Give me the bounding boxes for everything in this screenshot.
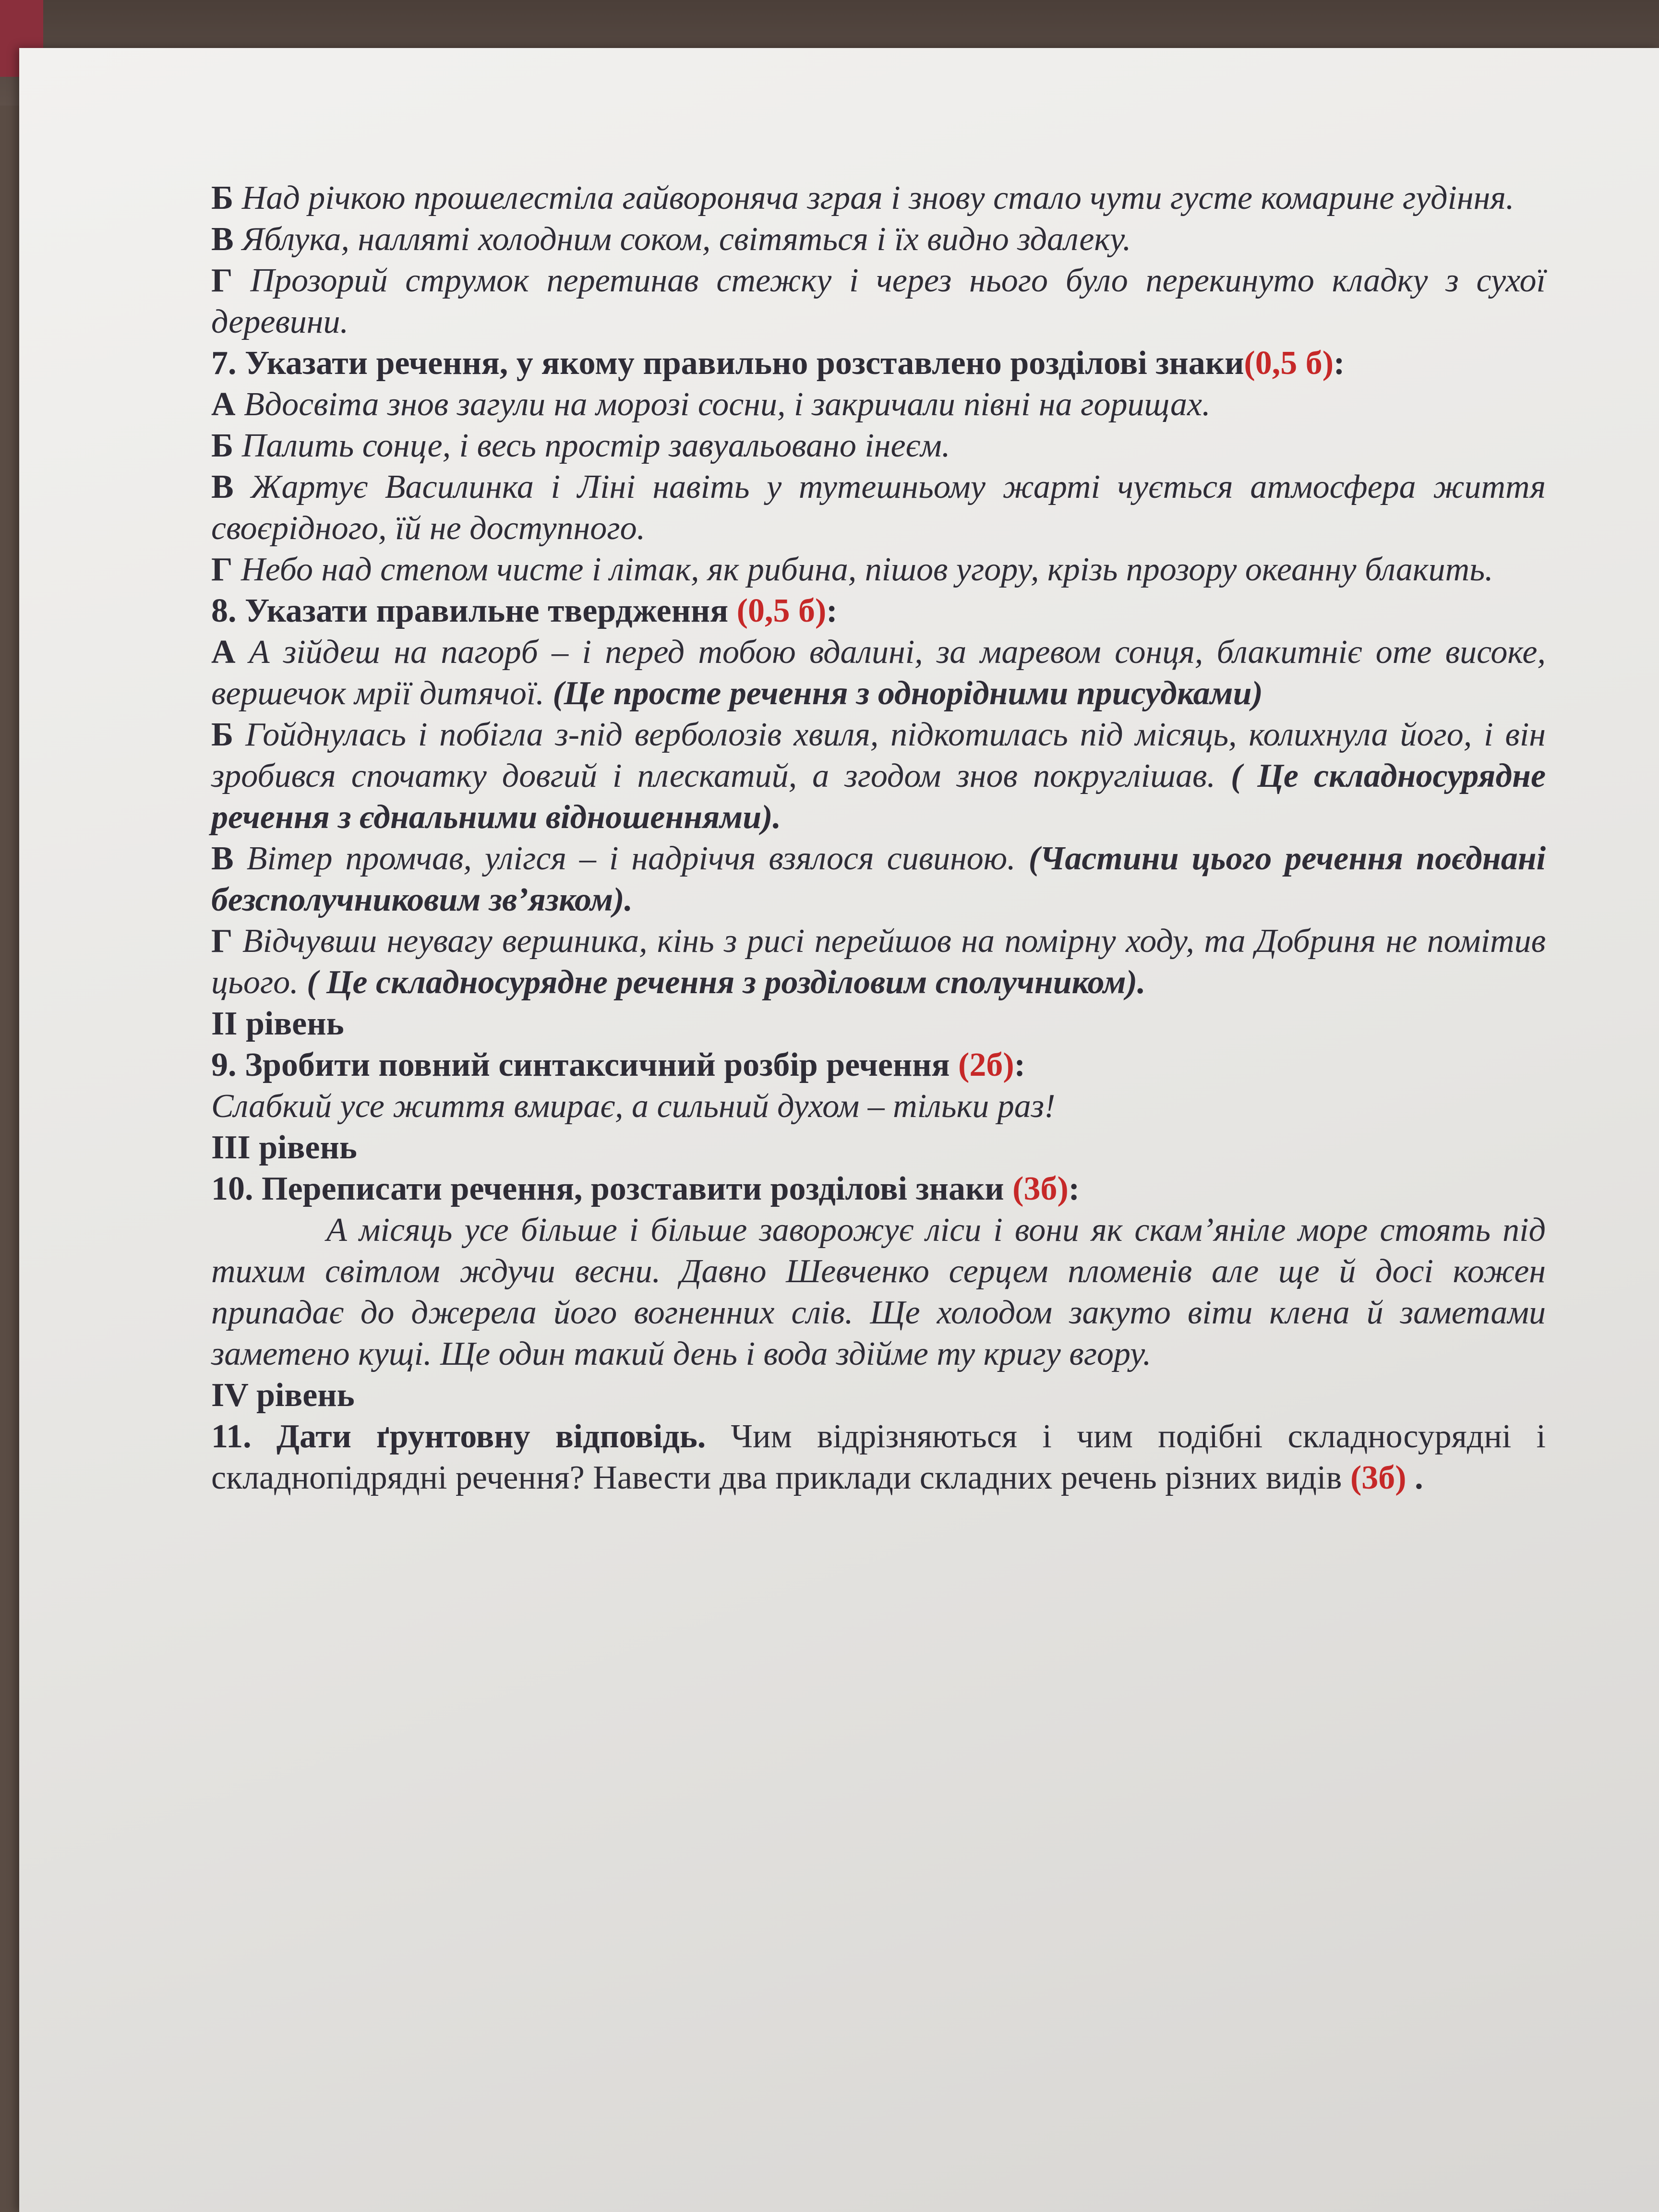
q9-title: 9. Зробити повний синтаксичний розбір речення [211, 1046, 950, 1083]
q11-text: Чим відрізняються і чим подібні складносурядні і складнопідрядні речення? Навести два приклади складних речень різних видів [211, 1418, 1546, 1496]
option-letter: Б [211, 180, 234, 216]
option-text: Палить сонце, і весь простір завуальовано інеєм. [241, 427, 950, 464]
option-text: Відчувши неувагу вершника, кінь з рисі перейшов на помірну ходу, та Добриня не помітив цього. [211, 923, 1546, 1001]
option-letter: В [211, 221, 234, 258]
option-letter: А [211, 634, 236, 671]
q11-points: (3б) [1350, 1459, 1407, 1496]
q8-option-h [211, 921, 1546, 1003]
option-text: Вітер промчав, улігся – і надріччя взялося сивиною. [246, 840, 1016, 877]
option-letter: Б [211, 427, 234, 464]
q8-title: 8. Указати правильне твердження [211, 592, 729, 629]
q8-option-a [211, 632, 1546, 714]
worksheet-content [211, 178, 1546, 1499]
option-note: (Частини цього речення поєднані безсполучниковим зв’язком). [211, 840, 1546, 918]
q7-option-h [211, 549, 1546, 590]
option-text: Вдосвіта знов загули на морозі сосни, і закричали півні на горищах. [244, 386, 1211, 423]
q7-option-b [211, 425, 1546, 467]
option-note: (Це просте речення з однорідними присудками) [553, 675, 1263, 712]
q8-points: (0,5 б) [736, 592, 827, 629]
q10-colon: : [1068, 1170, 1080, 1207]
q11-paragraph [211, 1416, 1546, 1499]
q7-option-a [211, 384, 1546, 425]
option-text: Жартує Василинка і Ліні навіть у тутешньому жарті чується атмосфера життя своєрідного, їй не доступного. [211, 469, 1546, 547]
q9-points: (2б) [958, 1046, 1014, 1083]
q8-option-b [211, 714, 1546, 838]
q6-option-v [211, 219, 1546, 260]
q8-heading [211, 590, 1546, 632]
q9-sentence: Слабкий усе життя вмирає, а сильний духом – тільки раз! [211, 1088, 1056, 1125]
q7-points: (0,5 б) [1244, 345, 1334, 382]
q10-text: А місяць усе більше і більше заворожує ліси і вони як скам’яніле море стоять під тихим світлом ждучи весни. Давно Шевченко серцем пломенів але ще й досі кожен припадає до джерела його вогненних слів. Ще холодом закуто віти клена й заметами заметено кущі. Ще один такий день і вода здійме ту кригу вгору. [211, 1212, 1546, 1372]
q10-title: 10. Переписати речення, розставити розділові знаки [211, 1170, 1004, 1207]
q7-heading [211, 343, 1546, 384]
option-text: Яблука, наллятi холодним соком, світяться і їх видно здалеку. [242, 221, 1131, 258]
option-text: Небо над степом чисте і літак, як рибина, пішов угору, крізь прозору океанну блакить. [241, 551, 1493, 588]
q8-colon: : [826, 592, 838, 629]
option-note: ( Це складносурядне речення з розділовим сполучником). [307, 964, 1146, 1001]
level-4-heading: ІV рівень [211, 1377, 355, 1414]
option-letter: В [211, 840, 234, 877]
option-text: Гойднулась і побігла з-під верболозів хвиля, підкотилась під місяць, колихнула його, і він зробився спочатку довгий і плескатий, а згодом знов покруглішав. [211, 716, 1546, 794]
q10-heading [211, 1168, 1546, 1210]
q6-option-h [211, 260, 1546, 343]
paper-sheet [19, 48, 1659, 2212]
option-letter: Г [211, 551, 233, 588]
option-letter: А [211, 386, 236, 423]
q7-option-v [211, 467, 1546, 549]
q6-option-b [211, 178, 1546, 219]
option-letter: Г [211, 923, 233, 960]
q9-heading [211, 1045, 1546, 1086]
q9-colon: : [1014, 1046, 1025, 1083]
q7-title: 7. Указати речення, у якому правильно розставлено розділові знаки [211, 345, 1244, 382]
option-letter: Б [211, 716, 234, 753]
level-2-heading: ІІ рівень [211, 1005, 344, 1042]
q7-colon: : [1334, 345, 1345, 382]
option-text: Прозорий струмок перетинав стежку і через нього було перекинуто кладку з сухої деревини. [211, 262, 1546, 340]
option-letter: Г [211, 262, 233, 299]
q10-points: (3б) [1012, 1170, 1069, 1207]
q8-option-v [211, 838, 1546, 921]
q11-title: 11. Дати ґрунтовну відповідь. [211, 1418, 706, 1455]
option-letter: В [211, 469, 234, 505]
q11-end: . [1406, 1459, 1423, 1496]
option-note: ( Це складносурядне речення з єднальними відношеннями). [211, 757, 1546, 836]
option-text: Над річкою прошелестіла гайвороняча зграя і знову стало чути густе комарине гудіння. [241, 180, 1515, 216]
option-text: А зійдеш на пагорб – і перед тобою вдалині, за маревом сонця, блакитніє оте високе, вершечок мрії дитячої. [211, 634, 1546, 712]
level-3-heading: ІІІ рівень [211, 1129, 357, 1166]
